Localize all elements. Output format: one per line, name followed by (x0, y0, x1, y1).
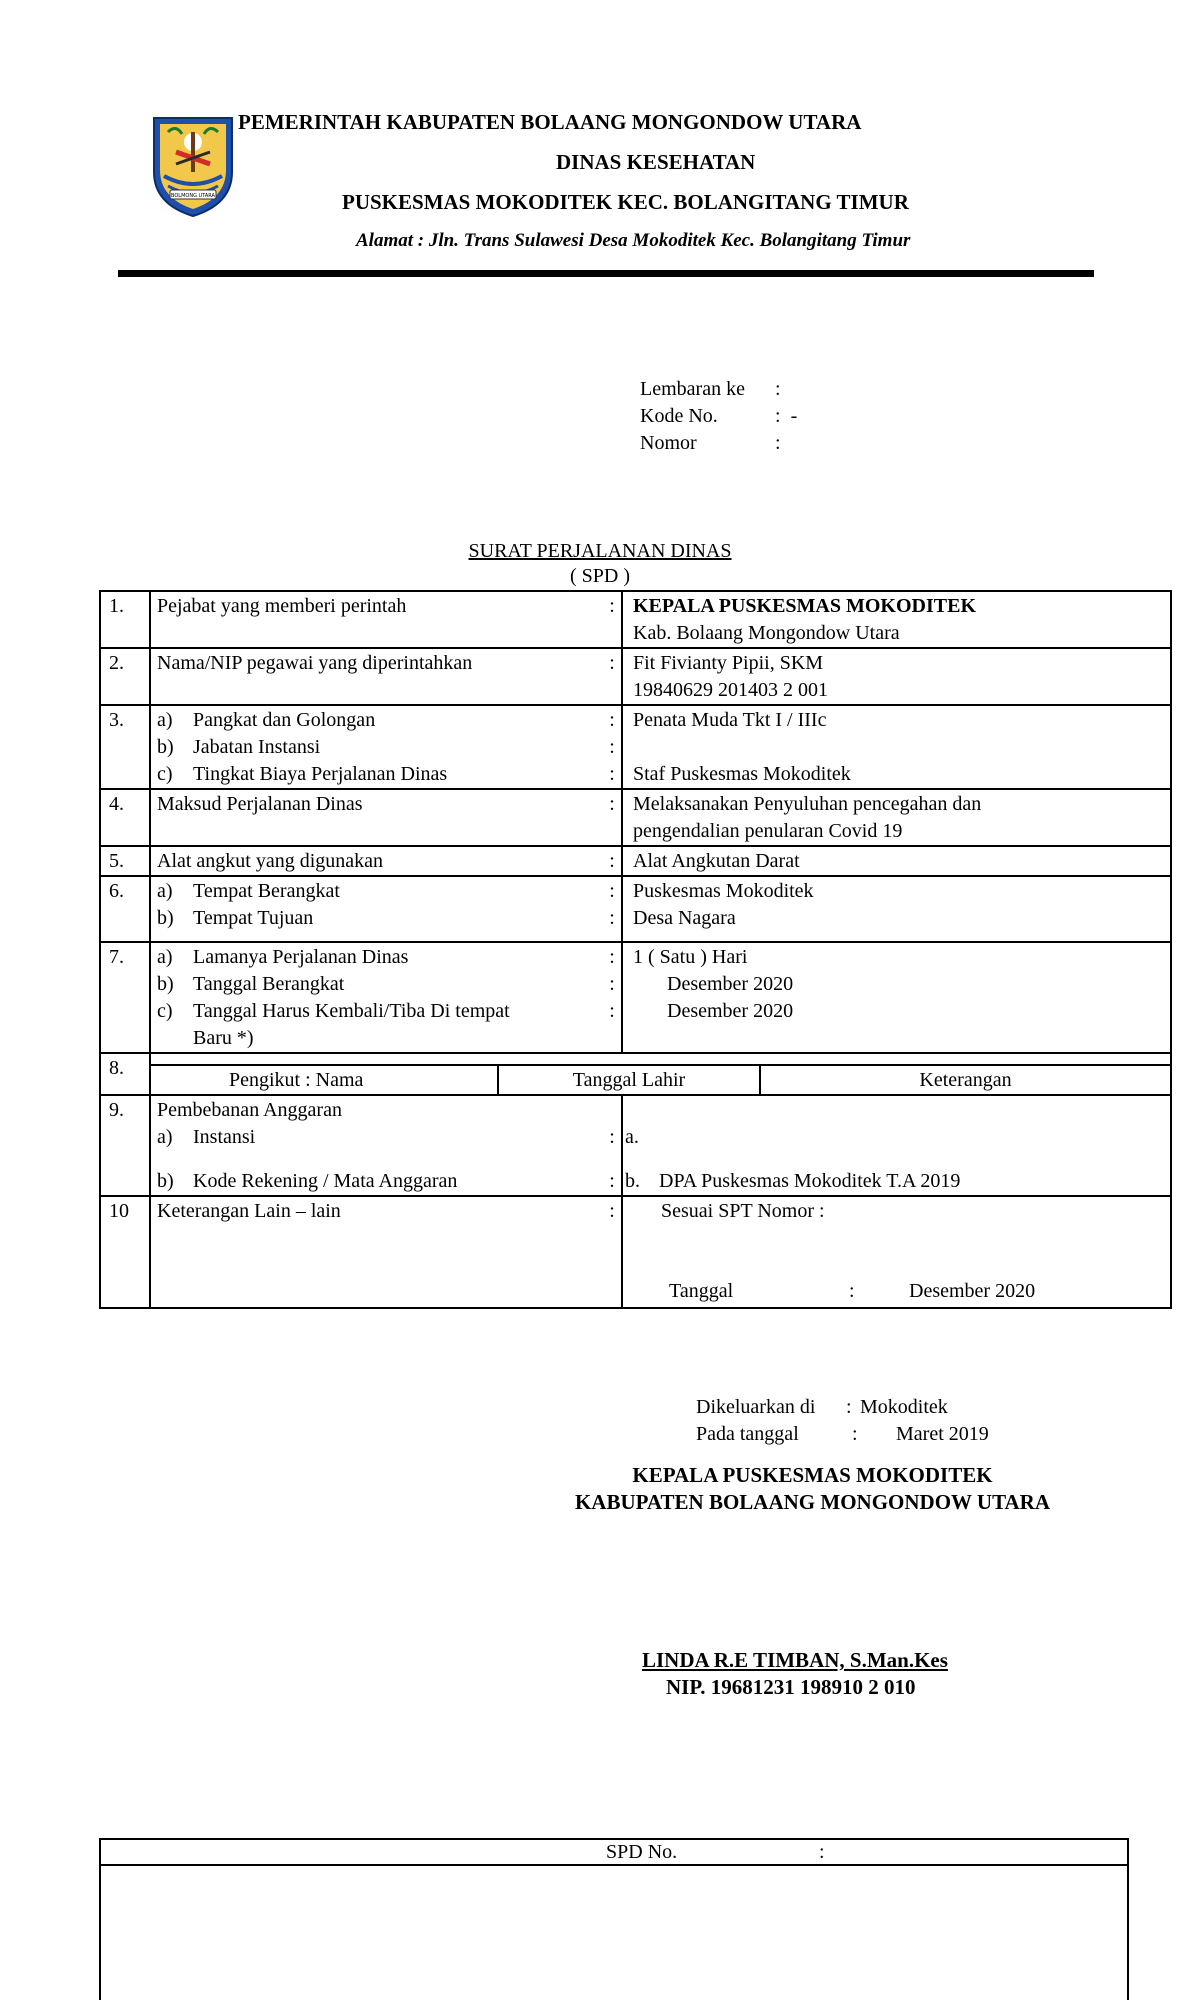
row-number: 3. (100, 705, 150, 789)
sub-label: Pangkat dan Golongan (193, 709, 376, 731)
colon: : (609, 709, 615, 731)
row-label: Pejabat yang memberi perintah (150, 591, 603, 648)
row-colon: : (603, 846, 622, 876)
logo-ribbon-text: BOLMONG UTARA (171, 193, 215, 199)
sub-label: Lamanya Perjalanan Dinas (193, 946, 409, 968)
colon: : (609, 907, 615, 929)
meta-sep: : (775, 378, 781, 400)
row-colon (603, 705, 622, 789)
regency-emblem-logo (148, 112, 238, 220)
table-row (100, 942, 1171, 1053)
meta-row-lembaran (640, 376, 797, 403)
table-row (100, 846, 1171, 876)
spd-number-label: SPD No. (606, 1841, 678, 1863)
issued-date-value: Maret 2019 (896, 1423, 989, 1445)
row-colon: : (603, 648, 622, 705)
value-text: DPA Puskesmas Mokoditek T.A 2019 (659, 1170, 961, 1192)
sub-heading: Pembebanan Anggaran (157, 1099, 342, 1121)
value-line: Desa Nagara (633, 907, 736, 929)
tanggal-label: Tanggal (669, 1280, 734, 1302)
signatory-title-2: KABUPATEN BOLAANG MONGONDOW UTARA (574, 1490, 1051, 1514)
issued-date-row (696, 1421, 989, 1448)
value-line: Desember 2020 (667, 973, 794, 995)
sub-item (157, 944, 597, 971)
follower-subtable-cell (150, 1053, 1171, 1095)
value-line: Puskesmas Mokoditek (633, 880, 814, 902)
row-colon (603, 876, 622, 942)
spd-number-divider (101, 1864, 1127, 1866)
sub-mark: b) (157, 1170, 174, 1192)
value-line: Kab. Bolaang Mongondow Utara (633, 622, 900, 644)
row-label: Maksud Perjalanan Dinas (150, 789, 603, 846)
sub-label: Kode Rekening / Mata Anggaran (193, 1170, 458, 1192)
sub-item (157, 878, 597, 905)
colon: : (609, 1170, 615, 1192)
value-line: a. (625, 1126, 639, 1148)
row-value (622, 591, 1171, 648)
issued-date-colon: : (852, 1423, 858, 1445)
row-number: 9. (100, 1095, 150, 1196)
sub-label: Tanggal Harus Kembali/Tiba Di tempat (193, 1000, 510, 1022)
row-spacer (157, 1151, 597, 1168)
sub-mark: a) (157, 946, 173, 968)
spd-table (99, 590, 1172, 1309)
letterhead-line-puskesmas: PUSKESMAS MOKODITEK KEC. BOLANGITANG TIMUR (342, 190, 909, 214)
row-value (622, 876, 1171, 942)
row-label: Alat angkut yang digunakan (150, 846, 603, 876)
value-line (633, 734, 1164, 761)
table-row (100, 1053, 1171, 1095)
value-line: Melaksanakan Penyuluhan pencegahan dan (633, 793, 982, 815)
tanggal-value: Desember 2020 (909, 1280, 1036, 1302)
sub-mark: a) (157, 1126, 173, 1148)
row-value (622, 1095, 1171, 1196)
sub-mark: b) (157, 736, 174, 758)
sub-label: Tingkat Biaya Perjalanan Dinas (193, 763, 448, 785)
row-colon: : (603, 789, 622, 846)
colon: : (609, 946, 615, 968)
row-colon (603, 1095, 622, 1196)
row-colon: : (603, 1196, 622, 1308)
signatory-nip: NIP. 19681231 198910 2 010 (666, 1675, 916, 1699)
table-row (100, 591, 1171, 648)
value-line: 19840629 201403 2 001 (633, 679, 828, 701)
issued-block (696, 1394, 989, 1448)
meta-sep: : (775, 432, 781, 454)
row-label: Nama/NIP pegawai yang diperintahkan (150, 648, 603, 705)
row-value (622, 705, 1171, 789)
colon: : (609, 763, 615, 785)
table-row (100, 705, 1171, 789)
colon-spacer (603, 1097, 621, 1124)
sub-label: Tanggal Berangkat (193, 973, 345, 995)
table-row (100, 648, 1171, 705)
meta-key: Kode No. (640, 405, 718, 427)
tanggal-line (661, 1278, 1164, 1307)
sub-item (157, 707, 597, 734)
value-line: Staf Puskesmas Mokoditek (633, 763, 851, 785)
row-number: 10 (100, 1196, 150, 1308)
sub-label-continued: Baru *) (193, 1027, 254, 1049)
row-number: 7. (100, 942, 150, 1053)
document-subtitle: ( SPD ) (569, 565, 630, 587)
issued-date-label: Pada tanggal (696, 1423, 799, 1445)
value-line (625, 1168, 1164, 1195)
row-value (622, 1196, 1171, 1308)
sub-mark: a) (157, 880, 173, 902)
meta-row-nomor (640, 430, 797, 457)
sub-mark: b) (157, 907, 174, 929)
row-colon: : (603, 591, 622, 648)
spd-number-colon: : (819, 1841, 825, 1863)
meta-row-kode (640, 403, 797, 430)
tanggal-colon: : (849, 1280, 855, 1302)
meta-sep: : (775, 405, 781, 427)
row-number: 6. (100, 876, 150, 942)
table-row (100, 789, 1171, 846)
sub-item (157, 905, 597, 932)
sub-label: Instansi (193, 1126, 256, 1148)
value-line: Sesuai SPT Nomor : (661, 1200, 825, 1222)
row-value (622, 648, 1171, 705)
letterhead-divider (118, 270, 1094, 277)
sub-mark: c) (157, 763, 173, 785)
follower-subtable (151, 1064, 1170, 1094)
value-line: Penata Muda Tkt I / IIIc (633, 709, 827, 731)
row-number: 5. (100, 846, 150, 876)
value-spacer (661, 1225, 1164, 1278)
row-label (150, 876, 603, 942)
sub-label: Tempat Berangkat (193, 880, 340, 902)
value-mark: b. (625, 1170, 640, 1192)
row-number: 2. (100, 648, 150, 705)
row-value (622, 789, 1171, 846)
follower-remarks-header: Keterangan (919, 1069, 1012, 1091)
colon: : (609, 1126, 615, 1148)
row-number: 8. (100, 1053, 150, 1095)
document-title: SURAT PERJALANAN DINAS (468, 540, 732, 562)
sub-item (157, 761, 597, 788)
issued-place-value: Mokoditek (860, 1396, 948, 1418)
sub-item (157, 1168, 597, 1195)
sub-mark: b) (157, 973, 174, 995)
letterhead-address: Alamat : Jln. Trans Sulawesi Desa Mokoditek Kec. Bolangitang Timur (356, 230, 911, 251)
sub-label: Jabatan Instansi (193, 736, 321, 758)
table-row (100, 1095, 1171, 1196)
value-line: 1 ( Satu ) Hari (633, 946, 748, 968)
letterhead-line-department: DINAS KESEHATAN (556, 150, 756, 174)
row-number: 4. (100, 789, 150, 846)
sub-item (157, 971, 597, 998)
sub-mark: c) (157, 1000, 173, 1022)
issued-place-row (696, 1394, 989, 1421)
row-colon (603, 942, 622, 1053)
signatory-name: LINDA R.E TIMBAN, S.Man.Kes (642, 1648, 948, 1672)
issued-place-colon: : (846, 1396, 852, 1418)
table-row (100, 1196, 1171, 1308)
row-value: Alat Angkutan Darat (622, 846, 1171, 876)
row-number: 1. (100, 591, 150, 648)
value-line: KEPALA PUSKESMAS MOKODITEK (633, 595, 977, 617)
follower-birthdate-header: Tanggal Lahir (499, 1066, 761, 1094)
issued-place-label: Dikeluarkan di (696, 1396, 816, 1418)
row-value (622, 942, 1171, 1053)
title-wrapper (0, 540, 1200, 563)
row-spacer (633, 932, 1164, 941)
colon: : (609, 736, 615, 758)
document-meta (640, 376, 797, 457)
meta-value: - (790, 405, 798, 427)
sub-item (157, 998, 597, 1025)
value-spacer (625, 1097, 1164, 1124)
sub-item (157, 1124, 597, 1151)
row-label (150, 1095, 603, 1196)
value-line: pengendalian penularan Covid 19 (633, 820, 903, 842)
colon: : (609, 973, 615, 995)
value-spacer (625, 1151, 1164, 1168)
colon-spacer (603, 1151, 621, 1168)
table-row (100, 876, 1171, 942)
row-label: Keterangan Lain – lain (150, 1196, 603, 1308)
sub-item (157, 734, 597, 761)
letterhead-line-government: PEMERINTAH KABUPATEN BOLAANG MONGONDOW UTARA (238, 110, 862, 134)
row-label (150, 705, 603, 789)
meta-key: Nomor (640, 432, 697, 454)
colon: : (609, 880, 615, 902)
row-label (150, 942, 603, 1053)
signatory-title-1: KEPALA PUSKESMAS MOKODITEK (632, 1463, 993, 1487)
value-line: Desember 2020 (667, 1000, 794, 1022)
value-line: Fit Fivianty Pipii, SKM (633, 652, 824, 674)
sub-label: Tempat Tujuan (193, 907, 314, 929)
meta-key: Lembaran ke (640, 378, 745, 400)
follower-name-header: Pengikut : Nama (151, 1066, 499, 1094)
colon: : (609, 1000, 615, 1022)
sub-mark: a) (157, 709, 173, 731)
